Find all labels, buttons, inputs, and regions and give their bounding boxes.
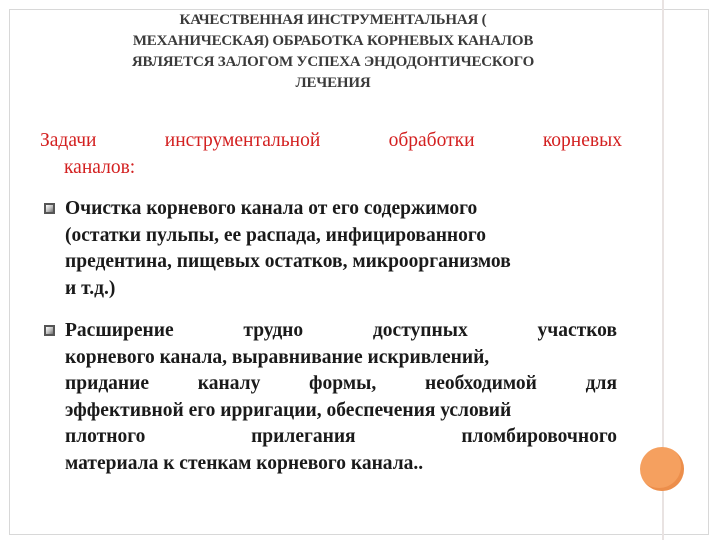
item-line: корневого канала, выравнивание искривлений,	[65, 346, 490, 368]
title-line: МЕХАНИЧЕСКАЯ) ОБРАБОТКА КОРНЕВЫХ КАНАЛОВ	[132, 33, 534, 49]
item-line: Очистка корневого канала от его содержимого	[65, 198, 478, 219]
line-word: участков	[537, 320, 617, 341]
item-line	[65, 424, 617, 451]
item-line: предентина, пищевых остатков, микроорганизмов	[65, 251, 511, 272]
line-word: придание	[65, 373, 150, 394]
line-word: прилегания	[251, 426, 356, 447]
heading-word: обработки	[388, 130, 475, 151]
line-word: для	[585, 373, 617, 394]
line-word: трудно	[243, 320, 304, 341]
line-word: каналу	[197, 373, 261, 394]
heading-word: корневых	[542, 130, 622, 151]
title-line: ЛЕЧЕНИЯ	[295, 75, 371, 91]
line-word: плотного	[65, 426, 146, 447]
item-line	[65, 318, 617, 345]
line-word: пломбировочного	[461, 426, 617, 447]
title-line: ЯВЛЯЕТСЯ ЗАЛОГОМ УСПЕХА ЭНДОДОНТИЧЕСКОГО	[131, 54, 535, 70]
line-word: формы,	[309, 373, 377, 394]
orange-circle-decoration	[640, 447, 684, 491]
item-line: и т.д.)	[65, 277, 116, 299]
item-line: материала к стенкам корневого канала..	[65, 452, 424, 474]
item-line: эффективной его ирригации, обеспечения условий	[65, 399, 512, 421]
heading-line	[40, 128, 622, 155]
item-line: (остатки пульпы, ее распада, инфицированного	[65, 224, 487, 246]
line-word: доступных	[372, 320, 468, 341]
title-line: КАЧЕСТВЕННАЯ ИНСТРУМЕНТАЛЬНАЯ (	[179, 12, 487, 28]
item-line	[65, 371, 617, 398]
heading-word: Задачи	[40, 130, 97, 151]
square-bullet-icon	[44, 325, 55, 336]
heading-word: инструментальной	[164, 130, 321, 151]
heading-line: каналов:	[64, 156, 136, 178]
line-word: необходимой	[424, 373, 537, 394]
tasks-heading	[40, 128, 622, 181]
slide-title	[28, 10, 638, 94]
square-bullet-icon	[44, 203, 55, 214]
line-word: Расширение	[65, 320, 174, 341]
